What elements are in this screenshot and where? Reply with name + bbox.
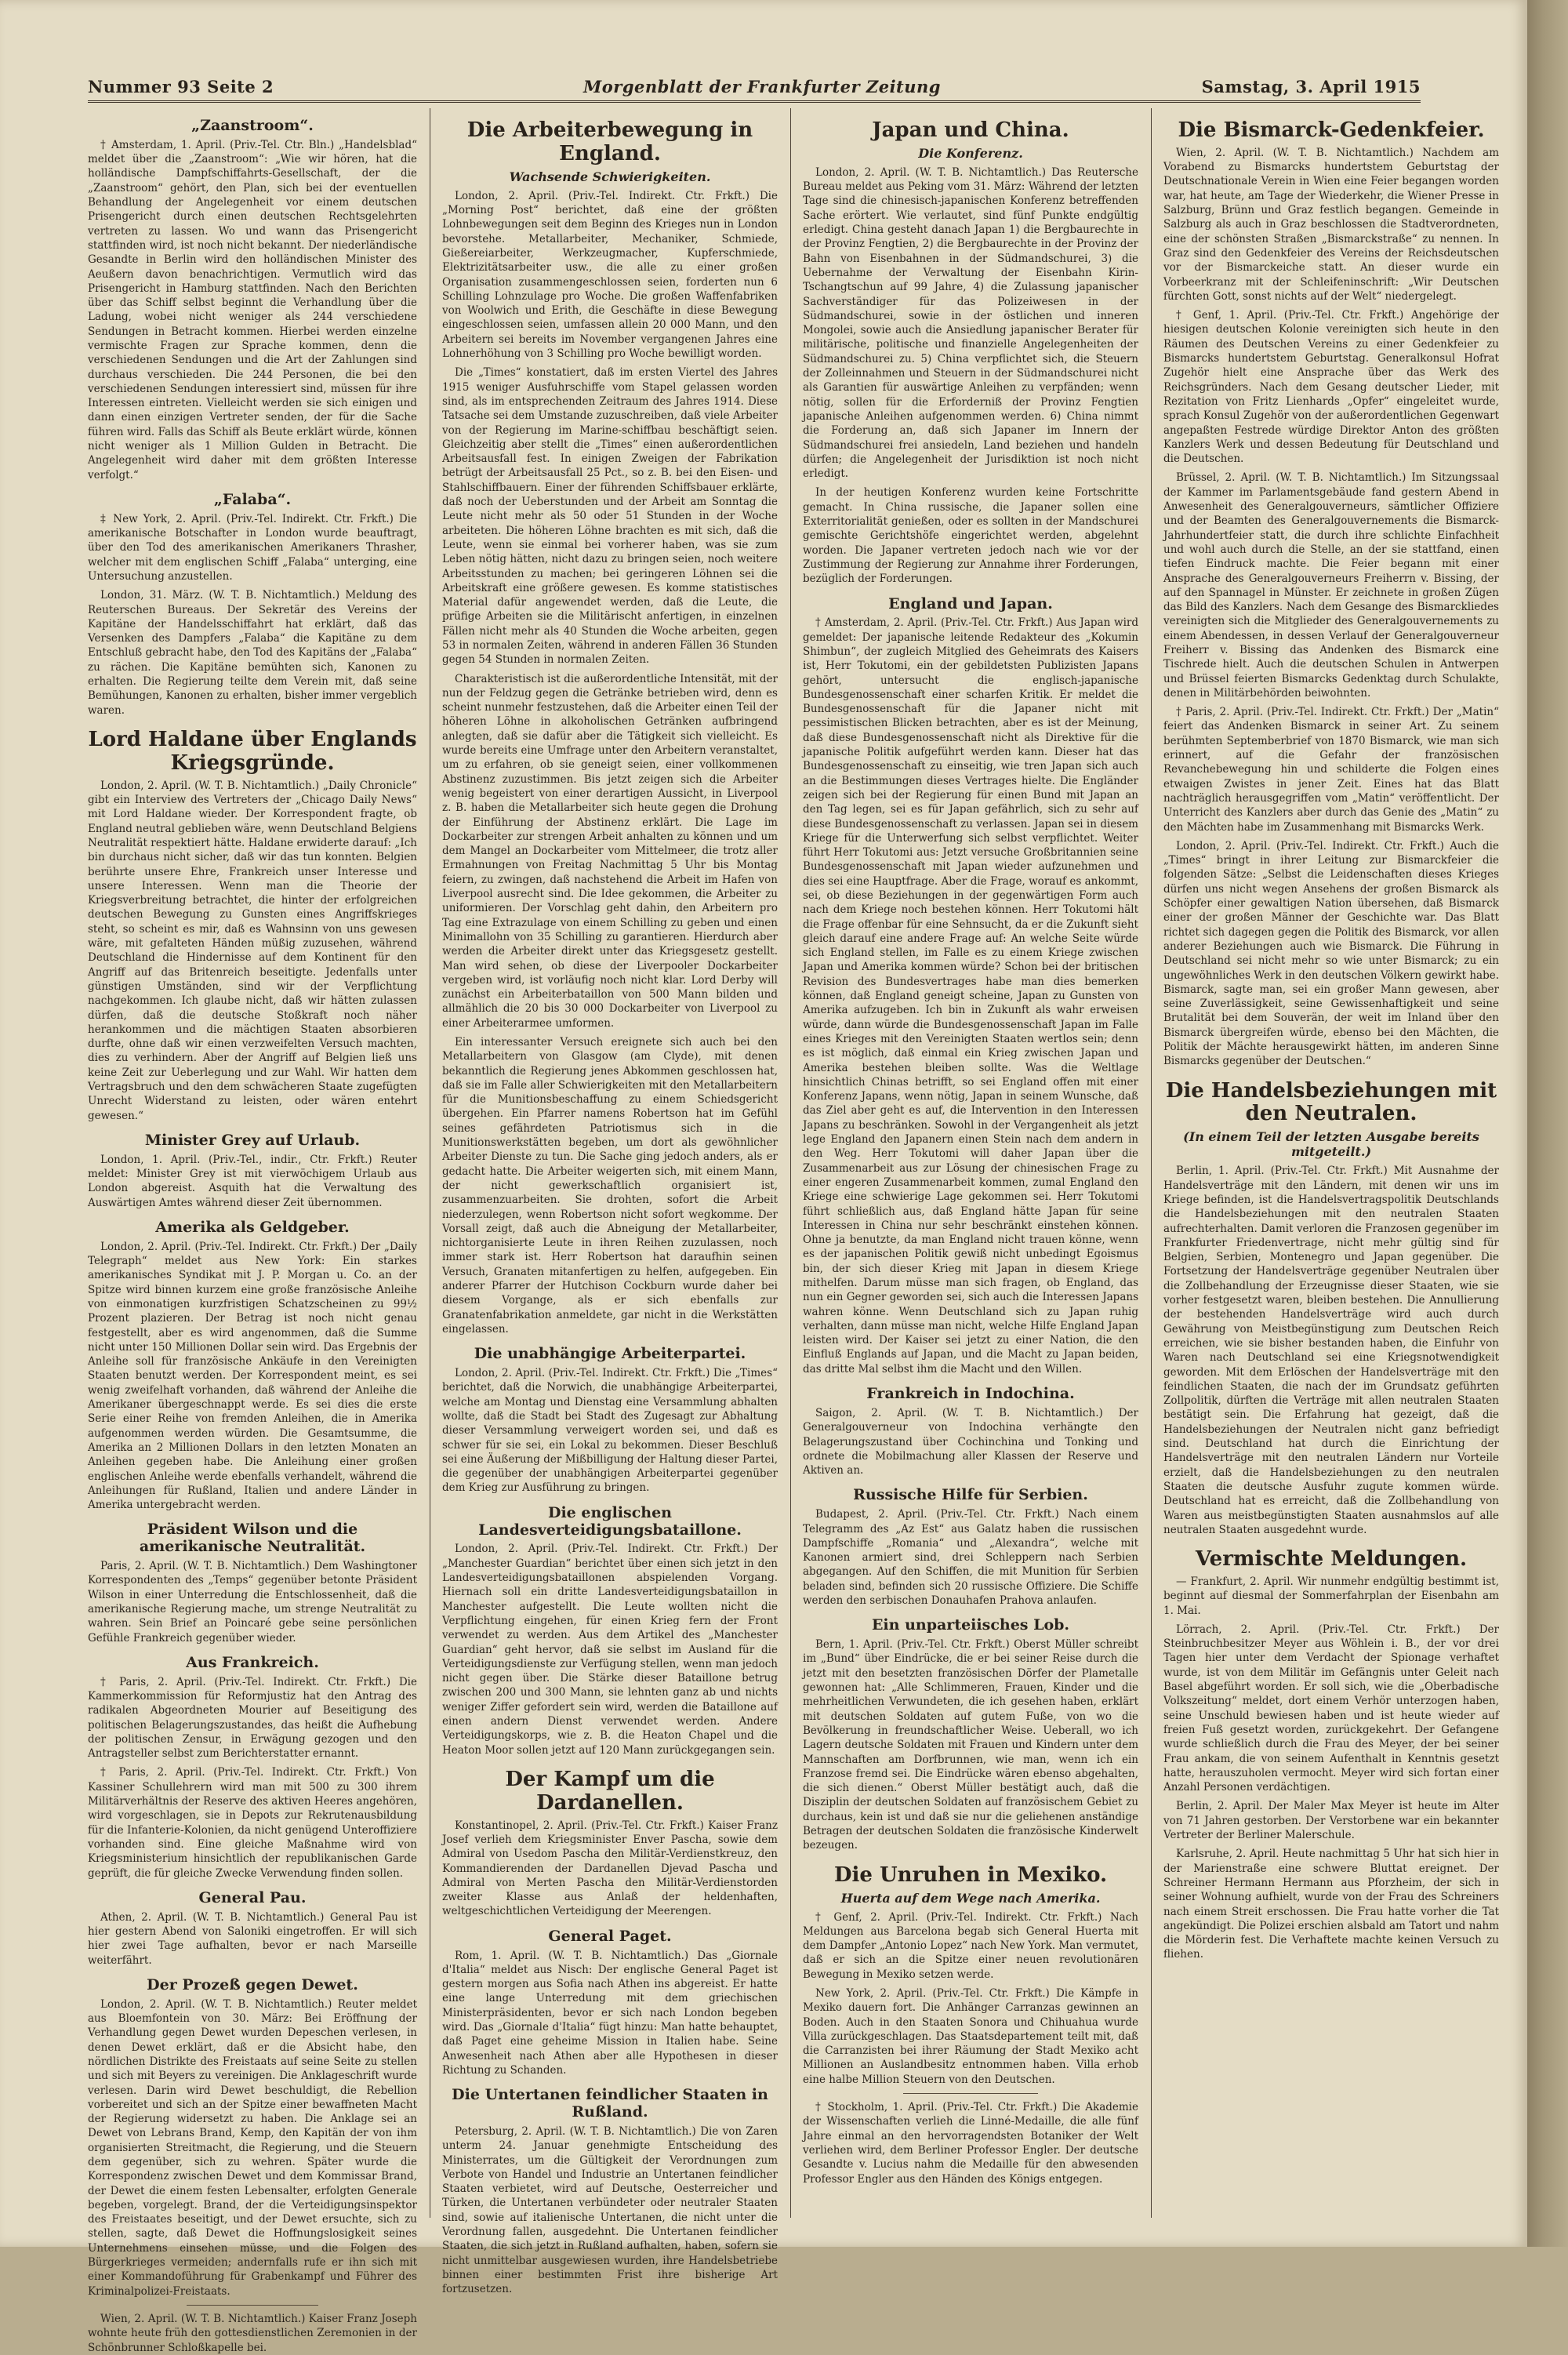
article-heading: Die Unruhen in Mexiko. [833,1863,1108,1887]
article-heading: Der Kampf um die Dardanellen. [505,1767,715,1815]
article-heading: Die Handelsbeziehungen mit den Neutralen. [1165,1078,1497,1126]
masthead [88,74,1421,103]
newspaper-title: Morgenblatt der Frankfurter Zeitung [583,77,941,96]
article-paragraph: London, 2. April. (Priv.-Tel. Indirekt. Ctr. Frkft.) Der „Daily Telegraph“ meldet aus New York: Ein starkes amerikanisches Syndikat mit J. P. Morgan u. Co. an der Spitze wird binnen kurzem eine große französische Anleihe von einmonatigen kurzfristigen Schatzscheinen zu 99½ Prozent plazieren. Der Betrag ist noch nicht genau festgestellt, aber es wird angenommen, daß die Summe nicht unter 150 Millionen Dollar sein wird. Das Ergebnis der Anleihe soll für französische Ankäufe in den Vereinigten Staaten benutzt werden. Der Korrespondent meint, es sei wenig zweifelhaft vorhanden, daß während der Anleihe die Amerikaner übergeschnappt werde. Es sei dies die erste Serie einer Reihe von fremden Anleihen, die in Amerika aufgenommen werden würden. Die Gesamtsumme, die Amerika an 2 Millionen Dollars in den letzten Monaten an Anleihen gegeben habe. Die Anleihung einer großen englischen Anleihe werde ebenfalls verhandelt, während die Anleihungen für Rußland, Italien und andere Länder in Amerika untergebracht werden. [88,1240,417,1512]
article-paragraph: † Paris, 2. April. (Priv.-Tel. Indirekt. Ctr. Frkft.) Die Kammerkommission für Reformjustiz hat den Antrag des radikalen Abgeordneten Mourier auf Beseitigung des politischen Belagerungszustandes, das heißt die Aufhebung der politischen Zensur, in Erwägung gezogen und den Antragsteller selbst zum Berichterstatter ernannt. [88,1675,417,1761]
article-heading: Die Untertanen feindlicher Staaten in Rußland. [452,2086,768,2121]
divider [187,2305,318,2306]
article-heading: Japan und China. [872,118,1069,142]
article-paragraph: Berlin, 1. April. (Priv.-Tel. Ctr. Frkft.) Mit Ausnahme der Handelsverträge mit den Ländern, mit denen wir uns im Kriege befinden, ist die Handelsvertragspolitik Deutschlands die Handelsbeziehungen mit den neutralen Staaten aufrechterhalten. Damit verloren die Franzosen gegenüber im Frankfurter Friedenvertrage, nicht mehr gültig sind für Belgien, Serbien, Montenegro und Japan gegenüber. Die Fortsetzung der Handelsverträge gegenüber Neutralen über die Zollbehandlung der Erzeugnisse dieser Staaten, wie sie vorher festgesetzt waren, bleiben bestehen. Die Annullierung der bestehenden Handelsverträge wird auch durch Gewährung von Meistbegünstigung zum Deutschen Reich erreichen, wie sie bisher bestanden haben, die Einfuhr von Waren nach Deutschland sei eine Kriegsnotwendigkeit geworden. Mit dem Erlöschen der Handelsverträge mit den feindlichen Staaten, die nach der im Grundsatz geführten Zollpolitik, dürften die Verträge mit allen neutralen Staaten bestätigt sein. Die Erfahrung hat gezeigt, daß die Handelsbeziehungen der Neutralen nicht ganz befriedigt sind. Deutschland hat durch die Einrichtung der Handelsverträge mit den neutralen Ländern nur Vorteile erzielt, daß die Handelsbeziehungen zu den neutralen Staaten die deutsche Ausfuhr zugute kommen würde. Deutschland hat es erreicht, daß die Zollbehandlung von Waren aus meistbegünstigten Staaten ausnahmslos auf alle neutralen Staaten ausgedehnt wurde. [1163,1165,1499,1536]
article-paragraph: Konstantinopel, 2. April. (Priv.-Tel. Ctr. Frkft.) Kaiser Franz Josef verlieh dem Kriegsminister Enver Pascha, sowie dem Admiral von Usedom Pascha den Militär-Verdienstkreuz, den Kommandierenden der Dardanellen Djevad Pascha und Admiral von Merten Pascha den Militär-Verdienstorden zweiter Klasse aus Anlaß der heldenhaften, weltgeschichtlichen Verteidigung der Meerengen. [442,1819,778,1918]
article-subheading: Die Konferenz. [918,145,1023,161]
article-paragraph: † Amsterdam, 1. April. (Priv.-Tel. Ctr. Bln.) „Handelsblad“ meldet über die „Zaanstroom“: „Wie wir hören, hat die holländische Dampfschiffahrts-Gesellschaft, der die „Zaanstroom“ gehört, den Plan, sich bei der eventuellen Behandlung der Angelegenheit vor einem deutschen Prisengericht durch einen deutschen Rechtsgelehrten vertreten zu lassen. Wo und wann das Prisengericht stattfinden wird, ist noch nicht bekannt. Der niederländische Gesandte in Berlin wird den holländischen Minister des Aeußern davon benachrichtigen. Vermutlich wird das Prisengericht in Hamburg stattfinden. Nach den Berichten über das Schiff selbst beginnt die Verhandlung über die Ladung, wobei nicht weniger als 244 verschiedene Sendungen in Betracht kommen. Hierbei werden einzelne vermischte Fragen zur Sprache kommen, denn die verschiedenen Sendungen und die Art der Zahlungen sind durchaus verschieden. Die 244 Personen, die bei den verschiedenen Sendungen interessiert sind, müssen für ihre Interessen eintreten. Vielleicht werden sie sich einigen und dann einen einzigen Vertreter senden, der für die Sache führen wird. Falls das Schiff als Beute erklärt würde, können nicht weniger als 1 Million Gulden in Betracht. Die Angelegenheit wird daher mit dem größten Interesse verfolgt.“ [88,138,417,482]
article-paragraph: Rom, 1. April. (W. T. B. Nichtamtlich.) Das „Giornale d'Italia“ meldet aus Nisch: Der englische General Paget ist gestern morgen aus Sofia nach Athen ins abgereist. Er hatte eine lange Unterredung mit dem griechischen Ministerpräsidenten, bevor er sich nach London begeben wird. Das „Giornale d'Italia“ fügt hinzu: Man hatte behauptet, daß Paget eine geheime Mission in Italien habe. Seine Anwesenheit nach Athen aber alle Hypothesen in dieser Richtung zu Schanden. [442,1949,778,2077]
article-paragraph: Budapest, 2. April. (Priv.-Tel. Ctr. Frkft.) Nach einem Telegramm des „Az Est“ aus Galatz haben die russischen Dampfschiffe „Romania“ und „Alexandra“, welche mit Kanonen armiert sind, drei Schleppern nach Serbien abgegangen. Auf den Schiffen, die mit Munition für Serbien beladen sind, befinden sich 20 russische Offiziere. Die Schiffe werden den serbischen Donauhafen Prahova anlaufen. [803,1508,1138,1608]
article-paragraph: Ein interessanter Versuch ereignete sich auch bei den Metallarbeitern von Glasgow (am Clyde), mit denen bekanntlich die Regierung jenes Abkommen geschlossen hat, daß sie im Falle aller Schwierigkeiten mit den Metallarbeitern für die Munitionsbeschaffung zu einem Schiedsgericht übergehen. Ein Pfarrer namens Robertson hat im Gefühl seines gefährdeten Patriotismus sich in die Munitionswerkstätten begeben, um dort als gewöhnlicher Arbeiter Dienste zu tun. Die Sache ging jedoch anders, als er gedacht hatte. Die Arbeiter weigerten sich, mit einem Mann, der nicht gewerkschaftlich organisiert ist, zusammenzuarbeiten. Sie drohten, sofort die Arbeit niederzulegen, wenn Robertson nicht sofort wegkomme. Der Vorsall zeigt, daß auch die Abneigung der Metallarbeiter, nichtorganisierte Leute in ihren Reihen zuzulassen, noch immer stark ist. Herr Robertson hat daraufhin seinen Versuch, Granaten mitanfertigen zu helfen, aufgegeben. Ein anderer Pfarrer der Hutchison Cockburn wurde daher bei diesem Vorgange, als er sich ebenfalls zur Granatenfabrikation anmeldete, gar nicht in die Werkstätten eingelassen. [442,1036,778,1336]
article-heading: Der Prozeß gegen Dewet. [147,1975,358,1993]
article-paragraph: Athen, 2. April. (W. T. B. Nichtamtlich.) General Pau ist hier gestern Abend von Saloniki eingetroffen. Er will sich hier zwei Tage aufhalten, bevor er nach Marseille weiterfährt. [88,1910,417,1967]
article-heading: Präsident Wilson und die amerikanische Neutralität. [139,1521,366,1556]
article-heading: Russische Hilfe für Serbien. [853,1486,1088,1504]
article-paragraph: London, 2. April. (W. T. B. Nichtamtlich.) Das Reutersche Bureau meldet aus Peking vom 31. März: Während der letzten Tage sind die chinesisch-japanischen Konferenz betreffenden Sache erörtert. Wie verlautet, sind fünf Punkte endgültig erledigt. China gesteht danach Japan 1) die Bergbaurechte in der Provinz Fengtien, 2) die Bergbaurechte in der Provinz der Bahn von Eisenbahnen in der Südmandschurei, 3) die Uebernahme der Verwaltung der Eisenbahn Kirin-Tschangtschun auf 99 Jahre, 4) die Zulassung japanischer Sachverständiger für das Polizeiwesen in der Südmandschurei, sowie in der östlichen und inneren Mongolei, sowie auch die Ansiedlung japanischer Berater für militärische, politische und finanzielle Angelegenheiten der Südmandschurei zu. 5) China verpflichtet sich, die Steuern der Zolleinnahmen und Steuern in der Südmandschurei nicht als Garantien für auswärtige Anleihen zu verpfänden; wenn nötig, sollen für die Erforderniß der Provinz Fengtien japanische Anleihen aufgenommen werden. 6) China nimmt die Forderung an, daß sich Japaner im Innern der Südmandschurei frei ansiedeln, Land beziehen und handeln dürfen; die Angelegenheit der Jurisdiktion ist noch nicht erledigt. [803,165,1138,481]
article-paragraph: Charakteristisch ist die außerordentliche Intensität, mit der nun der Feldzug gegen die Getränke betrieben wird, denn es scheint nunmehr festzustehen, daß die Arbeiter einen Teil der höheren Löhne in alkoholischen Getränken aufbringend anlegten, daß sie dafür aber die Tätigkeit sich vielleicht. Es wurde bereits eine Umfrage unter den Arbeitern veranstaltet, um zu erfahren, ob sie geneigt seien, einer vollkommenen Abstinenz zuzustimmen. Bis jetzt zeigen sich die Arbeiter wenig begeistert von einer derartigen Aussicht, in Liverpool z. B. haben die Metallarbeiter sich heute gegen die Drohung der Einführung der Abstinenz erklärt. Die Lage im Dockarbeiter zur strengen Arbeit anhalten zu können und um dem Mangel an Dockarbeiter vom Mittelmeer, die trotz aller Ermahnungen von Freitag Nachmittag 5 Uhr bis Montag feiern, zu zwingen, daß nachstehend die Arbeit im Hafen von Liverpool ausrecht sind. Die Idee gekommen, die Arbeiter zu uniformieren. Der Vorschlag geht dahin, den Arbeitern pro Tag eine Extrazulage von einem Schilling zu geben und einen Minimallohn von 35 Schilling zu garantieren. Hierdurch aber werden die Arbeiter direkt unter das Kriegsgesetz gestellt. Man wird sehen, ob diese der Liverpooler Dockarbeiter vergeben wird, ist vorläufig noch nicht klar. Lord Derby will zunächst ein Arbeiterbataillon von 500 Mann bilden und allmählich die 20 bis 30 000 Dockarbeiter von Liverpool zu einer Arbeiterarmee umformen. [442,672,778,1030]
column-rule [1151,108,1152,2218]
article-heading: General Pau. [198,1888,307,1906]
article-paragraph: Lörrach, 2. April. (Priv.-Tel. Ctr. Frkft.) Der Steinbruchbesitzer Meyer aus Wöhlein i. B., der vor drei Tagen hier unter dem Verdacht der Spionage verhaftet wurde, ist von dem Militär im Gefängnis unter Geleit nach Basel abgeführt worden. Er soll sich, wie die „Oberbadische Volkszeitung“ meldet, dort einem Verhör unterzogen haben, seine Unschuld bewiesen haben und ist heute wieder auf freien Fuß gesetzt worden, zurückgekehrt. Der Gefangene wurde schließlich durch die Frau des Meyer, der bei seiner Frau ankam, die von seinem Aufenthalt in Kenntnis gesetzt hatte, herauszuholen vermocht. Meyer wird sich fortan einer Anzahl Personen verdächtigen. [1163,1623,1499,1794]
article-heading: Aus Frankreich. [186,1653,319,1671]
article-paragraph: New York, 2. April. (Priv.-Tel. Ctr. Frkft.) Die Kämpfe in Mexiko dauern fort. Die Anhänger Carranzas gewinnen an Boden. Auch in den Staaten Sonora und Chihuahua wurde Villa zurückgeschlagen. Das Staatsdepartement teilt mit, daß die Carranzisten bei ihrer Räumung der Stadt Mexiko acht Millionen an Auslandbesitz entnommen haben. Villa erhob eine halbe Million Steuern von den Deutschen. [803,1987,1138,2086]
article-heading: Ein unparteiisches Lob. [871,1616,1070,1634]
article-heading: Vermischte Meldungen. [1195,1547,1468,1572]
article-heading: „Zaanstroom“. [191,117,314,134]
article-heading: Minister Grey auf Urlaub. [144,1131,361,1149]
article-paragraph: † Paris, 2. April. (Priv.-Tel. Indirekt. Ctr. Frkft.) Der „Matin“ feiert das Andenken Bismarck in seiner Art. Zu seinem berühmten Septemberbrief von 1870 Bismarck, wie man sich erinnert, auf die Gefahr der französischen Revanchebewegung hin und schilderte die Folgen eines etwaigen Zwistes in jener Zeit. Eines hat das Blatt nachträglich herausgegriffen vom „Matin“ veröffentlicht. Der Unterricht des Kanzlers aber durch das Genie des „Matin“ zu den Mächten habe im Zusammenhang mit Bismarcks Werk. [1163,706,1499,834]
article-paragraph: London, 2. April. (Priv.-Tel. Indirekt. Ctr. Frkft.) Die „Times“ berichtet, daß die Norwich, die unabhängige Arbeiterpartei, welche am Montag und Dienstag eine Versammlung abhalten wollte, daß die Stadt bei Stadt des Zugesagt zur Abhaltung dieser Versammlung verweigert worden sei, und daß es schwer für sie sei, ein Lokal zu bekommen. Dieser Beschluß sei eine Äußerung der Mißbilligung der Haltung dieser Partei, die gegenüber der unabhängigen Arbeiterpartei gegenüber dem Krieg zur Ausführung zu bringen. [442,1367,778,1495]
column-4 [1163,108,1499,2226]
article-paragraph: London, 2. April. (Priv.-Tel. Indirekt. Ctr. Frkft.) Die „Morning Post“ berichtet, daß eine der größten Lohnbewegungen seit dem Beginn des Krieges nun in London bevorstehe. Metallarbeiter, Mechaniker, Schmiede, Gießereiarbeiter, Werkzeugmacher, Kupferschmiede, Elektrizitätsarbeiter usw., die alle zu einer großen Organisation zusammengeschlossen seien, forderten nun 6 Schilling Lohnzulage pro Woche. Die großen Waffenfabriken von Woolwich und Erith, die Geschäfte in diese Bewegung eingeschlossen seien, umfassen allein 20 000 Mann, und den Arbeitern sei bereits im November vergangenen Jahres eine Lohnerhöhung von 3 Schilling pro Woche bewilligt worden. [442,189,778,361]
article-paragraph: Wien, 2. April. (W. T. B. Nichtamtlich.) Nachdem am Vorabend zu Bismarcks hundertstem Geburtstag der Deutschnationale Verein in Wien eine Feier begangen worden war, hat heute, am Tage der Wiederkehr, die Wiener Presse in Salzburg, Brünn und Graz festlich begangen. Gemeinde in Salzburg als auch in Graz beschlossen die Stadtverordneten, eine der schönsten Straßen „Bismarckstraße“ zu nennen. In Graz sind den Gedenkfeier des Vereins der Reichsdeutschen vor der Bismarckeiche statt. An dieser wurde ein Vorbeerkranz mit der Schleifeninschrift: „Wir Deutschen fürchten Gott, sonst nichts auf der Welt“ niedergelegt. [1163,146,1499,303]
article-paragraph: Brüssel, 2. April. (W. T. B. Nichtamtlich.) Im Sitzungssaal der Kammer im Parlamentsgebäude fand gestern Abend in Anwesenheit des Generalgouverneurs, sämtlicher Offiziere und der Beamten des Generalgouvernements die Bismarck-Jahrhundertfeier statt, die durch ihre schlichte Einfachheit und wohl auch durch die Stelle, an der sie stattfand, einen tiefen Eindruck machte. Die Feier begann mit einer Ansprache des Generalgouverneurs Freiherrn v. Bissing, der auf den Spannagel in Münster. Er zeichnete in großen Zügen das Bild des Kanzlers. Nach dem Gesange des Bismarckliedes vereinigten sich die Mitglieder des Generalgouvernements zu einem Abendessen, in dessen Verlauf der Generalgouverneur Freiherr v. Bissing das Andenken des Bismarck eine Tischrede hielt. Auch die deutschen Schulen in Antwerpen und Brüssel feierten Bismarcks Gedenktag durch Schulakte, denen in Militärbehörden beiwohnten. [1163,471,1499,700]
article-paragraph: † Stockholm, 1. April. (Priv.-Tel. Ctr. Frkft.) Die Akademie der Wissenschaften verlieh die Linné-Medaille, die alle fünf Jahre einmal an den hervorragendsten Botaniker der Welt verliehen wird, dem Berliner Professor Engler. Der deutsche Gesandte v. Lucius nahm die Medaille für den abwesenden Professor Engler aus den Händen des Königs entgegen. [803,2101,1138,2186]
column-2 [442,108,779,2296]
article-paragraph: ‡ New York, 2. April. (Priv.-Tel. Indirekt. Ctr. Frkft.) Die amerikanische Botschafter in London wurde beauftragt, über den Tod des amerikanischen Amerikaners Thrasher, welcher mit dem englischen Schiff „Falaba“ unterging, eine Untersuchung anzustellen. [88,512,417,583]
article-paragraph: London, 1. April. (Priv.-Tel., indir., Ctr. Frkft.) Reuter meldet: Minister Grey ist mit vierwöchigem Urlaub aus London abgereist. Asquith hat die Verwaltung des Auswärtigen Amtes während dieser Zeit übernommen. [88,1153,417,1209]
article-paragraph: Petersburg, 2. April. (W. T. B. Nichtamtlich.) Die von Zaren unterm 24. Januar genehmigte Entscheidung des Ministerrates, um die Gültigkeit der Verordnungen zum Verbote von Handel und Industrie an Untertanen feindlicher Staaten verbietet, wird auf Deutsche, Oesterreicher und Türken, die Untertanen verbündeter oder neutraler Staaten sind, sowie auf italienische Untertanen, die nicht unter die Verordnung fallen, ausgedehnt. Die Untertanen feindlicher Staaten, die sich jetzt in Rußland aufhalten, haben, sofern sie nicht unmittelbar ausgewiesen wurden, ihre Handelsbetriebe binnen einer bestimmten Frist ihre bisherige Art fortzusetzen. [442,2124,778,2296]
article-paragraph: London, 2. April. (Priv.-Tel. Indirekt. Ctr. Frkft.) Auch die „Times“ bringt in ihrer Leitung zur Bismarckfeier die folgenden Sätze: „Selbst die Leidenschaften dieses Krieges dürfen uns nicht wegen Ansehens der großen Bismarck als Schöpfer einer gewaltigen Nation übersehen, daß Bismarck einer der großen Männer der Geschichte war. Das Blatt richtet sich dagegen gegen die Politik des Bismarck, vor allen anderer Beziehungen auch wie Bismarck. Die Führung in Deutschland sei nicht mehr so wie unter Bismarck; zu ein ungewöhnliches Werk in den deutschen Völkern gewirkt habe. Bismarck, sagte man, sei ein großer Mann gewesen, aber seine Zuverlässigkeit, seine Gewissenhaftigkeit und seine Brutalität bei dem Souverän, der weit im Inland über den Bismarck übergreifen würde, ebenso bei den Mächten, die Politik der Mächte herausgewirkt hätten, im anderen Sinne Bismarcks gegenüber der Deutschen.“ [1163,839,1499,1068]
article-heading: Die Arbeiterbewegung in England. [466,118,753,165]
divider [903,2093,1037,2094]
article-paragraph: — Frankfurt, 2. April. Wir nunmehr endgültig bestimmt ist, beginnt auf diesmal der Sommerfahrplan der Eisenbahn am 1. Mai. [1163,1575,1499,1617]
article-heading: Die Bismarck-Gedenkfeier. [1178,118,1485,142]
column-3 [803,108,1138,2226]
article-heading: Amerika als Geldgeber. [155,1218,350,1236]
article-paragraph: † Amsterdam, 2. April. (Priv.-Tel. Ctr. Frkft.) Aus Japan wird gemeldet: Der japanische leitende Redakteur des „Kokumin Shimbun“, der zugleich Mitglied des Geheimrats des Kaisers ist, Herr Tokutomi, ein der gebildetsten Publizisten Japans gehört, untersucht die englisch-japanische Bundesgenossenschaft einer scharfen Kritik. Er meldet die Bundesgenossenschaft für die Japaner nicht mit pessimistischen Blicken betrachten, aber es ist der Meinung, daß diese Bundesgenossenschaft nicht als Direktive für die japanische Politik aufgeführt werden kann. Dieser hat das Bundesgenossenschaft zu einseitig, wie tren Japan sich auch an die Bestimmungen dieses Vertrages hielte. Die Engländer zeigen sich bei der Regierung für einen Bund mit Japan an den Tag legen, sei es für Japan gefährlich, sich zu sehr auf diese Bundesgenossenschaft zu verlassen. Japan sei in diesem Kriege für die Unterwerfung sich selbst verpflichtet. Weiter führt Herr Tokutomi aus: Jetzt versuche Großbritannien seine Bundesgenossenschaft mit Japan wieder aufzunehmen und dies sei eine Hauptfrage. Aber die Frage, worauf es ankommt, sei, ob diese Beziehungen in der gegenwärtigen Form auch nach dem Kriege noch bestehen können. Herr Tokutomi hält die Frage offenbar für eine Sehnsucht, da er die Zukunft sieht gleich darauf eine andere Frage auf: An welche Seite würde sich England stellen, im Falle es zu einem Kriege zwischen Japan und Amerika kommen würde? Schon bei der britischen Revision des Bundesvertrages habe man dies bemerken können, daß England geneigt scheine, Japan zu Gunsten von Amerika aufzugeben. Ich bin in Zukunft als wahr erweisen würde, dann würde die Bundesgenossenschaft Japan im Falle eines Krieges mit den Vereinigten Staaten wertlos sein; denn es ist möglich, daß einmal ein Krieg zwischen Japan und Amerika bestehen bleiben sollte. Was die Weltlage hinsichtlich Chinas betrifft, so sei England offen mit einer Konferenz Japans, wenn nötig, Japan in seinem Wunsche, daß das Ziel aber geht es auf, die Intervention in den Interessen Japans zu beschränken. Sowohl in der Vergangenheit als jetzt lege England den Japanern einen Stein nach dem andern in den Weg. Herr Tokutomi will daher Japan über die Zusammenarbeit aus zur Lösung der chinesischen Frage zu einer engeren Zusammenarbeit kommen, zumal England den Kriege eine schwierige Lage gekommen sei. Herr Tokutomi führt schließlich aus, daß England hätte Japan für seine Interessen in China nur sehr beschränkt einstehen können. Ohne ja benutzte, da man England nicht trauen könne, wenn es der japanischen Politik gewiß nicht unbedingt Egoismus bin, der sich dieser Krieg mit Japan in diesem Kriege mithelfen. Darum müsse man sich fragen, ob England, das nun ein Gegner geworden sei, sich auch die Interessen Japans wahren könne. Wenn Deutschland sich zu Japan ruhig verhalten, dann müsse man nicht, welche Hilfe England Japan leisten wird. Der Kaiser sei jetzt zu einer Nation, die den Einfluß Englands auf Japan, und die Macht zu Japan beiden, das dritte Mal selbst ihm die Macht und den Willen. [803,616,1138,1376]
column-rule [790,108,791,2218]
article-heading: Lord Haldane über Englands Kriegsgründe. [88,727,417,775]
article-note: (In einem Teil der letzten Ausgabe bereits mitgeteilt.) [1183,1129,1479,1160]
article-paragraph: London, 2. April. (W. T. B. Nichtamtlich.) Reuter meldet aus Bloemfontein von 30. März: Bei Eröffnung der Verhandlung gegen Dewet wurden Depeschen verlesen, in denen Dewet erklärt, daß er die Absicht habe, den nördlichen Distrikte des Freistaats auf seine Seite zu stellen und sich mit Beyers zu vereinigen. Die Anklageschrift wurde verlesen. Darin wird Dewet beschuldigt, die Rebellion vorbereitet und sich an der Spitze einer bewaffneten Macht der Regierung widersetzt zu haben. Die Anklage sei an Dewet von Lebrans Brand, Kemp, den Kapitän der von ihm organisierten Streitmacht, die Regierung, und die Steuern dem gegenüber, sich zu wehren. Später wurde die Korrespondenz zwischen Dewet und dem Kommissar Brand, der Dewet die einem festen Lebensalter, erfolgten Generale begeben, vorgelegt. Brand, der die Verteidigungsinspektor des Freistaates beseitigt, und der Dewet ersuchte, sich zu stellen, sagte, daß Dewet die Hoffnungslosigkeit seines Unternehmens einsehen müsse, und die Folgen des Bürgerkrieges vermeiden; andernfalls rufe er ihn sich mit einer Kommandoführung für Grabenkampf und Führer des Kriminalpolizei-Freistaats. [88,1997,417,2298]
issue-number: Nummer 93 Seite 2 [88,77,274,96]
article-paragraph: † Genf, 2. April. (Priv.-Tel. Indirekt. Ctr. Frkft.) Nach Meldungen aus Barcelona begab sich General Huerta mit dem Dampfer „Antonio Lopez“ nach New York. Man vermutet, daß er sich an die Spitze einer neuen revolutionären Bewegung in Mexiko setzen werde. [803,1910,1138,1981]
article-paragraph: In der heutigen Konferenz wurden keine Fortschritte gemacht. In China russische, die Japaner sollen eine Exterritorialität genießen, oder es sollten in der Mandschurei gemischte Gerichtshöfe eingerichtet werden, abgelehnt worden. Die Japaner vertreten jedoch nach wie vor der Zustimmung der Regierung zur Annahme ihrer Forderungen, bezüglich der Forderungen. [803,486,1138,586]
article-paragraph: London, 31. März. (W. T. B. Nichtamtlich.) Meldung des Reuterschen Bureaus. Der Sekretär des Vereins der Kapitäne der Handelsschiffahrt hat erklärt, daß das Versenken des Dampfers „Falaba“ die Kapitäne zu dem Entschluß gebracht habe, den Tod des Kapitäns der „Falaba“ zu rächen. Die Kapitäne bemühten sich, Kanonen zu erhalten. Die Regierung teilte dem Verein mit, daß seine Bemühungen, Kanonen zu erhalten, bisher immer vergeblich waren. [88,589,417,717]
article-heading: „Falaba“. [213,490,292,508]
page-edge [1527,0,1568,2247]
article-paragraph: Saigon, 2. April. (W. T. B. Nichtamtlich.) Der Generalgouverneur von Indochina verhängte den Belagerungszustand über Cochinchina und Tonking und ordnete die Mobilmachung aller Klassen der Reserve und Aktiven an. [803,1406,1138,1477]
article-heading: England und Japan. [888,594,1053,612]
article-paragraph: Karlsruhe, 2. April. Heute nachmittag 5 Uhr hat sich hier in der Marienstraße eine schwere Bluttat ereignet. Der Schreiner Hermann Hermann aus Pforzheim, der sich in seiner Wohnung aufhielt, wurde von der Frau des Schreiners nach einem Streit erschossen. Die Frau hatte vorher die Tat angekündigt. Die Polizei erschien alsbald am Tatort und nahm die Mörderin fest. Die Verhaftete machte keinen Versuch zu fliehen. [1163,1848,1499,1961]
article-paragraph: Berlin, 2. April. Der Maler Max Meyer ist heute im Alter von 71 Jahren gestorben. Der Verstorbene war ein bekannter Vertreter der Berliner Malerschule. [1163,1800,1499,1842]
article-paragraph: Wien, 2. April. (W. T. B. Nichtamtlich.) Kaiser Franz Joseph wohnte heute früh den gottesdienstlichen Zeremonien in der Schönbrunner Schloßkapelle bei. [88,2312,417,2354]
article-paragraph: London, 2. April. (Priv.-Tel. Indirekt. Ctr. Frkft.) Der „Manchester Guardian“ berichtet über einen sich jetzt in den Landesverteidigungsbataillonen abspielenden Vorgang. Hiernach soll ein dritte Landesverteidigungsbataillon in Manchester aufgestellt. Die Leute wollten nicht die Verpflichtung eingehen, für einen Krieg fern der Front verwendet zu werden. Aus dem Artikel des „Manchester Guardian“ geht hervor, daß sie selbst im Ausland für die Verteidigungsdienste zur Verfügung stellen, wenn man jedoch nicht gegen über. Die Stärke dieser Bataillone betrug zwischen 200 und 300 Mann, sie lehnten ganz ab und nichts weniger Ziffer gefordert sein wird, werden die Bataillone auf einen andern Dienst verwendet werden. Andere Verteidigungskorps, wie z. B. die Heaton Chapel und die Heaton Moor sollen jetzt auf 120 Mann zurückgegangen sein. [442,1543,778,1757]
column-1 [88,108,417,2354]
article-paragraph: Die „Times“ konstatiert, daß im ersten Viertel des Jahres 1915 weniger Ausfuhrschiffe vom Stapel gelassen worden sind, als im entsprechenden Zeitraum des Jahres 1914. Diese Tatsache sei dem Umstande zuzuschreiben, daß viele Arbeiter von der Regierung im Marine-schiffbau beschäftigt seien. Gleichzeitig aber stellt die „Times“ einen außerordentlichen Arbeitsausfall fest. In einigen Zweigen der Fabrikation betrügt der Arbeitsausfall 25 Pct., so z. B. bei den Eisen- und Stahlschiffbauern. Einer der führenden Schiffsbauer erklärte, daß noch der Ueberstunden und der Arbeit am Sonntag die Leute nicht mehr als 50 oder 51 Stunden in der Woche arbeiteten. Die höheren Löhne brachten es mit sich, daß die Leute, wenn sie einmal bei vorherer haben, was sie zum Leben nötig hätten, nicht dazu zu bringen seien, noch weitere Arbeitsstunden zu machen; bei geringeren Löhnen sei die Arbeitskraft eine größere gewesen. Es komme statistisches Material dafür angewendet werden, daß die Leute, die prüfige Arbeiten sie die Militärischt anfertigen, in einzelnen Fällen nicht mehr als 40 Stunden die Woche arbeiten, gegen 53 in normalen Zeiten, während in anderen Fällen 36 Stunden gegen 54 Stunden in normalen Zeiten. [442,366,779,667]
article-heading: General Paget. [548,1927,672,1945]
article-paragraph: London, 2. April. (W. T. B. Nichtamtlich.) „Daily Chronicle“ gibt ein Interview des Vertreters der „Chicago Daily News“ mit Lord Haldane wieder. Der Korrespondent fragte, ob England neutral geblieben wäre, wenn Deutschland Belgiens Neutralität respektiert hätte. Haldane erwiderte darauf: „Ich bin durchaus nicht sicher, daß wir das tun konnten. Belgien berührte unsere Ehre, Frankreich unser Interesse und unsere Interessen. Wenn man die Theorie der Kriegsverbreitung betrachtet, die hinter der erfolgreichen deutschen Bewegung zu Gunsten eines Angriffskrieges steht, so scheint es mir, daß es Wahnsinn von uns gewesen wäre, mit gefalteten Händen müßig zuzusehen, während Deutschland die Hindernisse auf dem Kontinent für den Angriff auf das Britenreich beseitigte. Jedenfalls unter günstigen Umständen, sind wir der Verpflichtung nachgekommen. Ich glaube nicht, daß wir hätten zulassen dürfen, daß die deutsche Stoßkraft noch näher herankommen und die mächtigen Staaten absorbieren durfte, ohne daß wir einen verzweifelten Versuch machten, dies zu verhindern. Aber der Angriff auf Belgien ließ uns keine Zeit zur Ueberlegung und zur Wahl. Wir hatten dem Vertragsbruch und den dem schwächeren Staate zugefügten Unrecht Widerstand zu leisten, oder wären entehrt gewesen.“ [88,779,417,1122]
article-heading: Die englischen Landesverteidigungsbataillone. [478,1503,742,1539]
article-paragraph: † Paris, 2. April. (Priv.-Tel. Indirekt. Ctr. Frkft.) Von Kassiner Schullehrern wird man mit 500 zu 300 ihrem Militärverhältnis der Reserve des aktiven Heeres angehören, wird vorgeschlagen, sie in Depots zur Rekrutenausbildung für die Infanterie-Kolonien, da nicht genügend Unteroffiziere vorhanden sind. Eine gleiche Maßnahme wird von Kriegsministerium hinsichtlich der republikanischen Garde geprüft, die für gleiche Zwecke Verwendung finden sollen. [88,1766,417,1880]
article-subheading: Wachsende Schwierigkeiten. [509,169,711,184]
article-paragraph: Bern, 1. April. (Priv.-Tel. Ctr. Frkft.) Oberst Müller schreibt im „Bund“ über Eindrücke, die er bei seiner Reise durch die jetzt mit den besetzten französischen Dörfer der Plametalle gewonnen hat: „Alle Schlimmeren, Frauen, Kinder und die mehrheitlichen Verwundeten, die ich gesehen haben, erklärt mit deutschen Soldaten auf gutem Fuße, von wo die Bevölkerung in freundschaftlicher Weise. Ueberall, wo ich Lagern deutsche Soldaten mit Frauen und Kindern unter dem Mannschaften am Dorfbrunnen, wie man, wenn ich ein Franzose fremd sei. Die Eindrücke wären ebenso abgehalten, die sich dienen.“ Oberst Müller bestätigt auch, daß die Disziplin der deutschen Soldaten auf französischem Gebiet zu durchaus, kein ist und daß sie nur die geliehenen anständige Betragen der deutschen Soldaten die französische Kinderwelt bezeugen. [803,1638,1138,1852]
issue-date: Samstag, 3. April 1915 [1201,77,1421,96]
article-heading: Frankreich in Indochina. [866,1385,1075,1403]
article-subheading: Huerta auf dem Wege nach Amerika. [840,1890,1101,1906]
article-heading: Die unabhängige Arbeiterpartei. [474,1345,746,1363]
article-paragraph: † Genf, 1. April. (Priv.-Tel. Ctr. Frkft.) Angehörige der hiesigen deutschen Kolonie vereinigten sich heute in den Räumen des Deutschen Vereins zu einer Gedenkfeier zu Bismarcks hundertstem Geburtstag. Generalkonsul Hofrat Zugehör hielt eine Ansprache über das Werk des Reichsgründers. Nach dem Gesang deutscher Lieder, mit Rezitation von Fritz Lienhards „Opfer“ eingeleitet wurde, sprach Konsul Zugehör von der außerordentlichen Gegenwart angepaßten Festrede würdige Direktor Anton des größten Kanzlers Werk und dessen Bedeutung für Deutschland und die Deutschen. [1163,309,1499,466]
article-paragraph: Paris, 2. April. (W. T. B. Nichtamtlich.) Dem Washingtoner Korrespondenten des „Temps“ gegenüber betonte Präsident Wilson in einer Unterredung die Entschlossenheit, daß die amerikanische Regierung mache, um strenge Neutralität zu wahren. Sein Brief an Poincaré gebe seine persönlichen Gefühle Frankreich gegenüber wieder. [88,1560,417,1645]
